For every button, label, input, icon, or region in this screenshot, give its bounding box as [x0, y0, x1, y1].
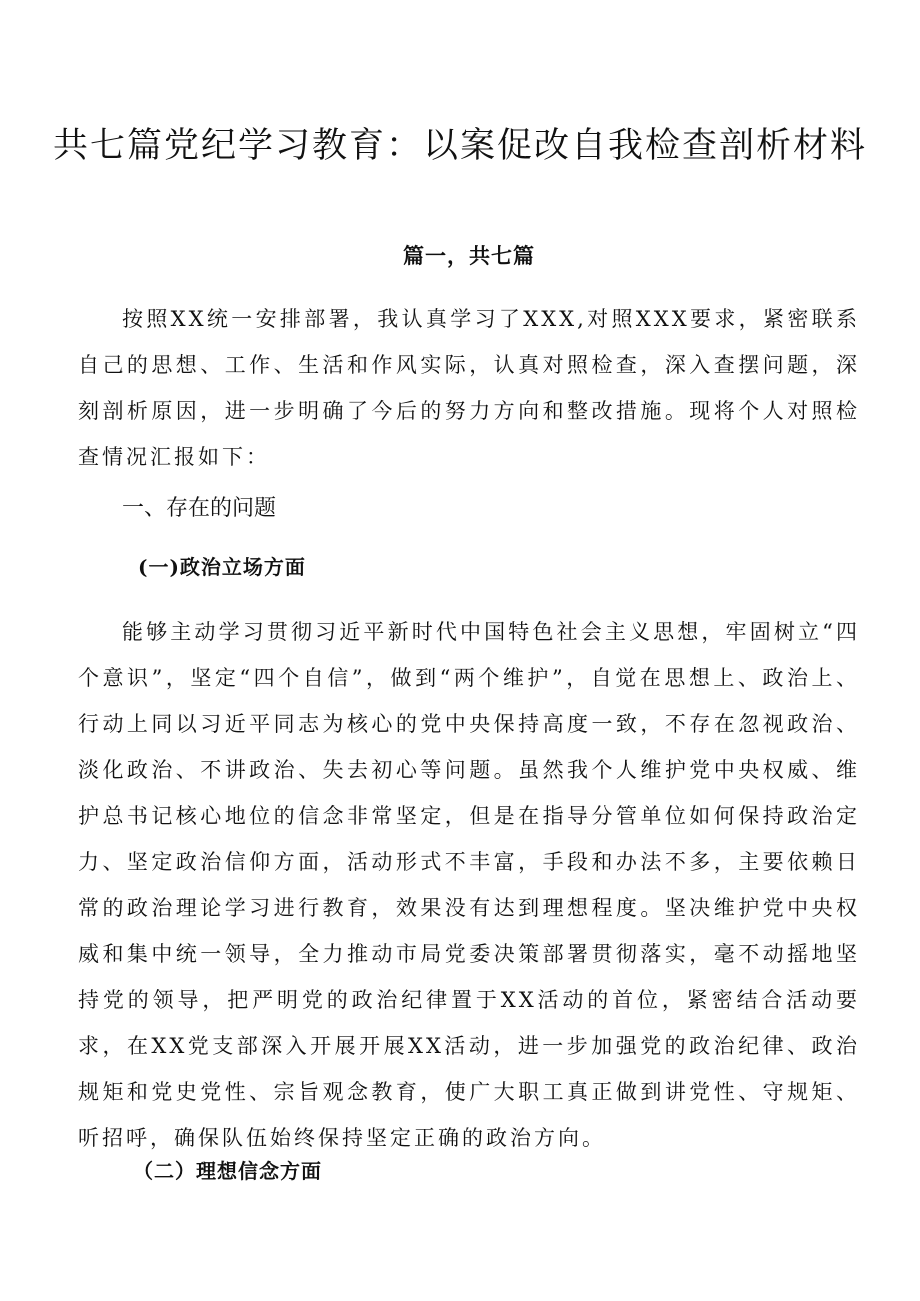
- subsection-heading-ideals-beliefs: （二）理想信念方面: [133, 1159, 322, 1183]
- section-heading-problems: 一、存在的问题: [122, 496, 277, 521]
- chapter-heading: 篇一，共七篇: [403, 243, 535, 268]
- intro-paragraph: 按照XX统一安排部署，我认真学习了XXX,对照XXX要求，紧密联系自己的思想、工作、生活和作风实际，认真对照检查，深入查摆问题，深刻剖析原因，进一步明确了今后的努力方向和整改措施。现将个人对照检查情况汇报如下：: [78, 307, 860, 469]
- document-title: 共七篇党纪学习教育：以案促改自我检查剖析材料: [52, 126, 867, 166]
- subsection-heading-political-stance: (一)政治立场方面: [138, 555, 306, 579]
- political-stance-paragraph: 能够主动学习贯彻习近平新时代中国特色社会主义思想，牢固树立“四个意识”，坚定“四个自信”，做到“两个维护”，自觉在思想上、政治上、行动上同以习近平同志为核心的党中央保持高度一致，不存在忽视政治、淡化政治、不讲政治、失去初心等问题。虽然我个人维护党中央权威、维护总书记核心地位的信念非常坚定，但是在指导分管单位如何保持政治定力、坚定政治信仰方面，活动形式不丰富，手段和办法不多，主要依赖日常的政治理论学习进行教育，效果没有达到理想程度。坚决维护党中央权威和集中统一领导，全力推动市局党委决策部署贯彻落实，毫不动摇地坚持党的领导，把严明党的政治纪律置于XX活动的首位，紧密结合活动要求，在XX党支部深入开展开展XX活动，进一步加强党的政治纪律、政治规矩和党史党性、宗旨观念教育，使广大职工真正做到讲党性、守规矩、听招呼，确保队伍始终保持坚定正确的政治方向。: [78, 620, 860, 1150]
